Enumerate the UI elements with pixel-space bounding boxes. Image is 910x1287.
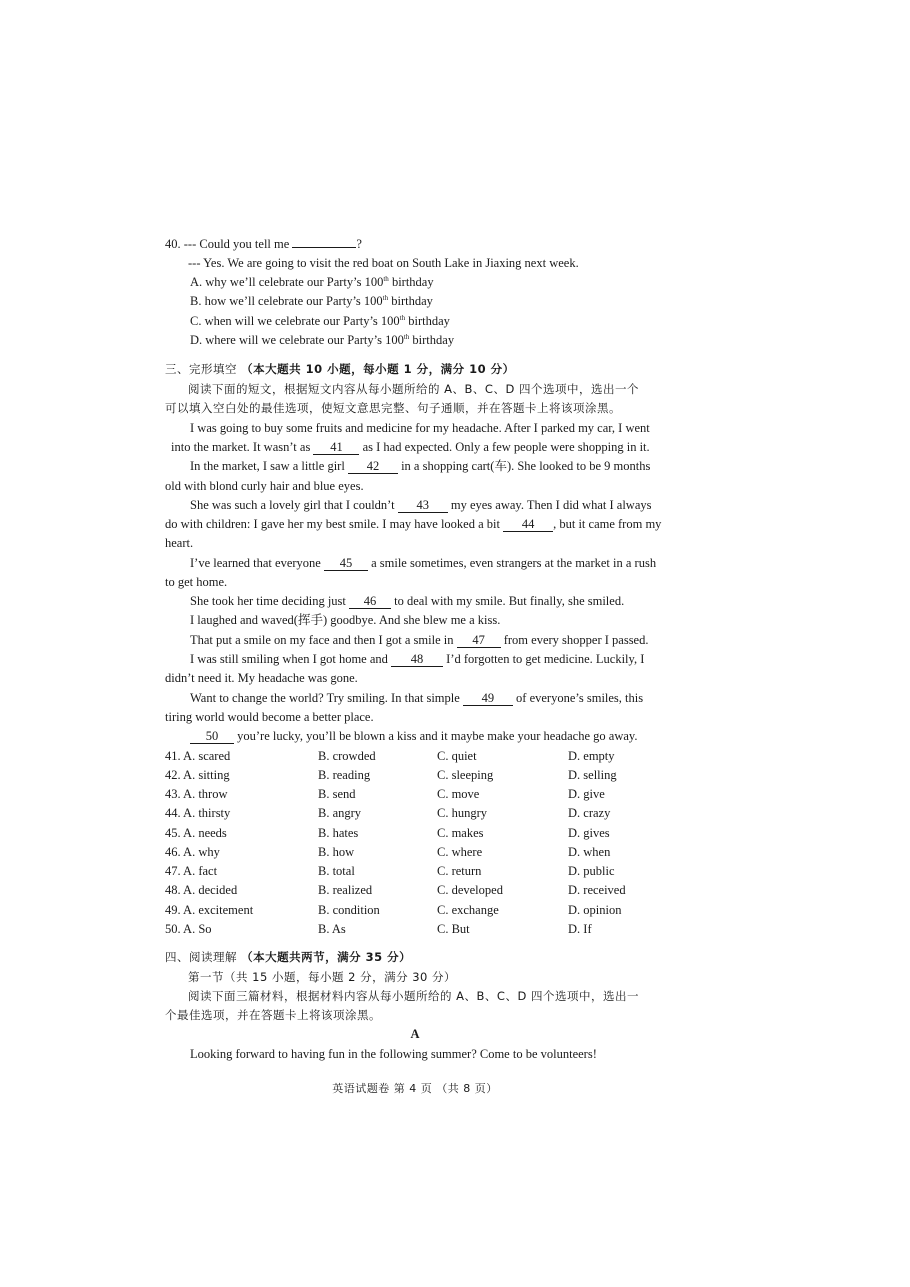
section4-title: 四、阅读理解 (165, 950, 237, 964)
q40-option-b: B. how we’ll celebrate our Party’s 100th birthday (190, 293, 433, 308)
passage-p5: She took her time deciding just 46 to deal with my smile. But finally, she smiled. (190, 594, 625, 608)
blank-44: 44 (503, 517, 553, 532)
section4-instruction-1: 阅读下面三篇材料，根据材料内容从每小题所给的 A、B、C、D 四个选项中，选出一 (188, 989, 639, 1003)
q40-stem-text: 40. --- Could you tell me (165, 237, 290, 251)
passage-p8-line2: didn’t need it. My headache was gone. (165, 671, 358, 685)
blank-48: 48 (391, 652, 443, 667)
section4-note: （本大题共两节，满分 35 分） (241, 950, 412, 964)
passage-a-intro: Looking forward to having fun in the following summer? Come to be volunteers! (190, 1047, 597, 1061)
passage-p4-line2: to get home. (165, 575, 228, 589)
blank-43: 43 (398, 498, 448, 513)
blank-46: 46 (349, 594, 391, 609)
q40-stem (165, 236, 362, 252)
exam-page: 40. --- Could you tell me ? --- Yes. We are going to visit the red boat on South Lake in Jiaxing next week. A. why we’ll celebrate our Party’s 100th birthday B. how we’ll celebrate our Party’s 100th birthday C. when will we celebrate our Party’s 100th birthday D. where will we celebrate our Party’s 100th birthday 三、完形填空 （本大题共 10 小题，每小题 1 分，满分 10 分） 阅读下面的短文，根据短文内容从每小题所给的 A、B、C、D 四个选项中，选出一个 可以填入空白处的最佳选项，使短文意思完整、句子通顺，并在答题卡上将该项涂黑。 I was going to buy some fruits and medicine for my headache. After I parked my car, I went into the market. It wasn’t as 41 as I had expected. Only a few people were shopping in it. In the market, I saw a little girl 42 in a shopping cart(车). She looked to be 9 months old with blond curly hair and blue eyes. She was such a lovely girl that I couldn’t 43 my eyes away. Then I did what I always do with children: I gave her my best smile. I may have looked a bit 44 , but it came from my heart. I’ve learned that everyone 45 a smile sometimes, even strangers at the market in a rush to get home. She took her time deciding just 46 to deal with my smile. But finally, she smiled. I laughed and waved(挥手) goodbye. And she blew me a kiss. That put a smile on my face and then I got a smile in 47 from every shopper I passed. I was still smiling when I got home and 48 I’d forgotten to get medicine. Luckily, I didn’t need it. My headache was gone. Want to change the world? Try smiling. In that simple 49 of everyone’s smiles, this tiring world would become a better place. 50 you’re lucky, you’ll be blown a kiss and it maybe make your headache go away. 41. A. scared B. crowded C. quiet D. empty 42. A. sitting B. reading C. sleeping D. selling 43. A. throw B. send C. move D. give 44. A. thirsty B. angry C. hungry D. crazy 45. A. needs B. hates C. makes D. gives 46. A. why B. how C. where D. when 47. A. fact B. total C. return D. public 48. A. decided B. realized C. developed D. received 49. A. excitement B. condition C. exchange D. opinion 50. A. So B. As C. But D. If 四、阅读理解 （本大题共两节，满分 35 分） 第一节（共 15 小题，每小题 2 分，满分 30 分） 阅读下面三篇材料，根据材料内容从每小题所给的 A、B、C、D 四个选项中，选出一 个最佳选项，并在答题卡上将该项涂黑。 A Looking forward to having fun in the following summer? Come to be volunteers! 英语试题卷 第 4 页 （共 8 页） (0, 0, 910, 1287)
blank-41: 41 (313, 440, 359, 455)
passage-p3-line2: do with children: I gave her my best smile. I may have looked a bit 44 , but it came from my (165, 517, 662, 531)
passage-a-label: A (410, 1027, 420, 1041)
blank-47: 47 (457, 633, 501, 648)
q40-option-d: D. where will we celebrate our Party’s 100th birthday (190, 332, 455, 347)
blank-45: 45 (324, 556, 368, 571)
passage-p9-line1: Want to change the world? Try smiling. In that simple 49 of everyone’s smiles, this (190, 691, 644, 705)
passage-p3-line1: She was such a lovely girl that I couldn’t 43 my eyes away. Then I did what I always (190, 498, 652, 512)
passage-p9-line2: tiring world would become a better place. (165, 710, 374, 724)
page-footer: 英语试题卷 第 4 页 （共 8 页） (332, 1082, 498, 1095)
passage-p1-line1: I was going to buy some fruits and medicine for my headache. After I parked my car, I went (190, 421, 650, 435)
passage-p2-line1: In the market, I saw a little girl 42 in a shopping cart(车). She looked to be 9 months (190, 459, 651, 473)
q40-stem-end: ? (356, 237, 362, 251)
passage-p6: I laughed and waved(挥手) goodbye. And she blew me a kiss. (190, 613, 501, 627)
q40-option-a: A. why we’ll celebrate our Party’s 100th birthday (190, 274, 434, 289)
passage-p2-line2: old with blond curly hair and blue eyes. (165, 479, 364, 493)
passage-p10: 50 you’re lucky, you’ll be blown a kiss and it maybe make your headache go away. (190, 728, 637, 744)
passage-p4-line1: I’ve learned that everyone 45 a smile sometimes, even strangers at the market in a rush (190, 556, 657, 570)
passage-p7: That put a smile on my face and then I got a smile in 47 from every shopper I passed. (190, 633, 649, 647)
section4-heading (165, 949, 411, 965)
section3-title: 三、完形填空 (165, 362, 237, 376)
passage-p3-line3: heart. (165, 536, 194, 550)
section3-heading (165, 361, 515, 377)
section3-instruction-1: 阅读下面的短文，根据短文内容从每小题所给的 A、B、C、D 四个选项中，选出一个 (188, 382, 639, 396)
blank-42: 42 (348, 459, 398, 474)
section4-instruction-2: 个最佳选项，并在答题卡上将该项涂黑。 (165, 1008, 381, 1022)
passage-p8-line1: I was still smiling when I got home and 48 I’d forgotten to get medicine. Luckily, I (190, 652, 645, 666)
blank-50: 50 (190, 729, 234, 744)
blank-49: 49 (463, 691, 513, 706)
section3-instruction-2: 可以填入空白处的最佳选项，使短文意思完整、句子通顺，并在答题卡上将该项涂黑。 (165, 401, 621, 415)
section4-part1: 第一节（共 15 小题，每小题 2 分，满分 30 分） (188, 970, 457, 984)
passage-p1-line2: into the market. It wasn’t as 41 as I had expected. Only a few people were shopping in it. (171, 440, 650, 454)
section3-note: （本大题共 10 小题，每小题 1 分，满分 10 分） (241, 362, 515, 376)
q40-reply: --- Yes. We are going to visit the red boat on South Lake in Jiaxing next week. (188, 256, 579, 270)
q40-option-c: C. when will we celebrate our Party’s 100th birthday (190, 313, 450, 328)
q40-blank (292, 247, 356, 248)
